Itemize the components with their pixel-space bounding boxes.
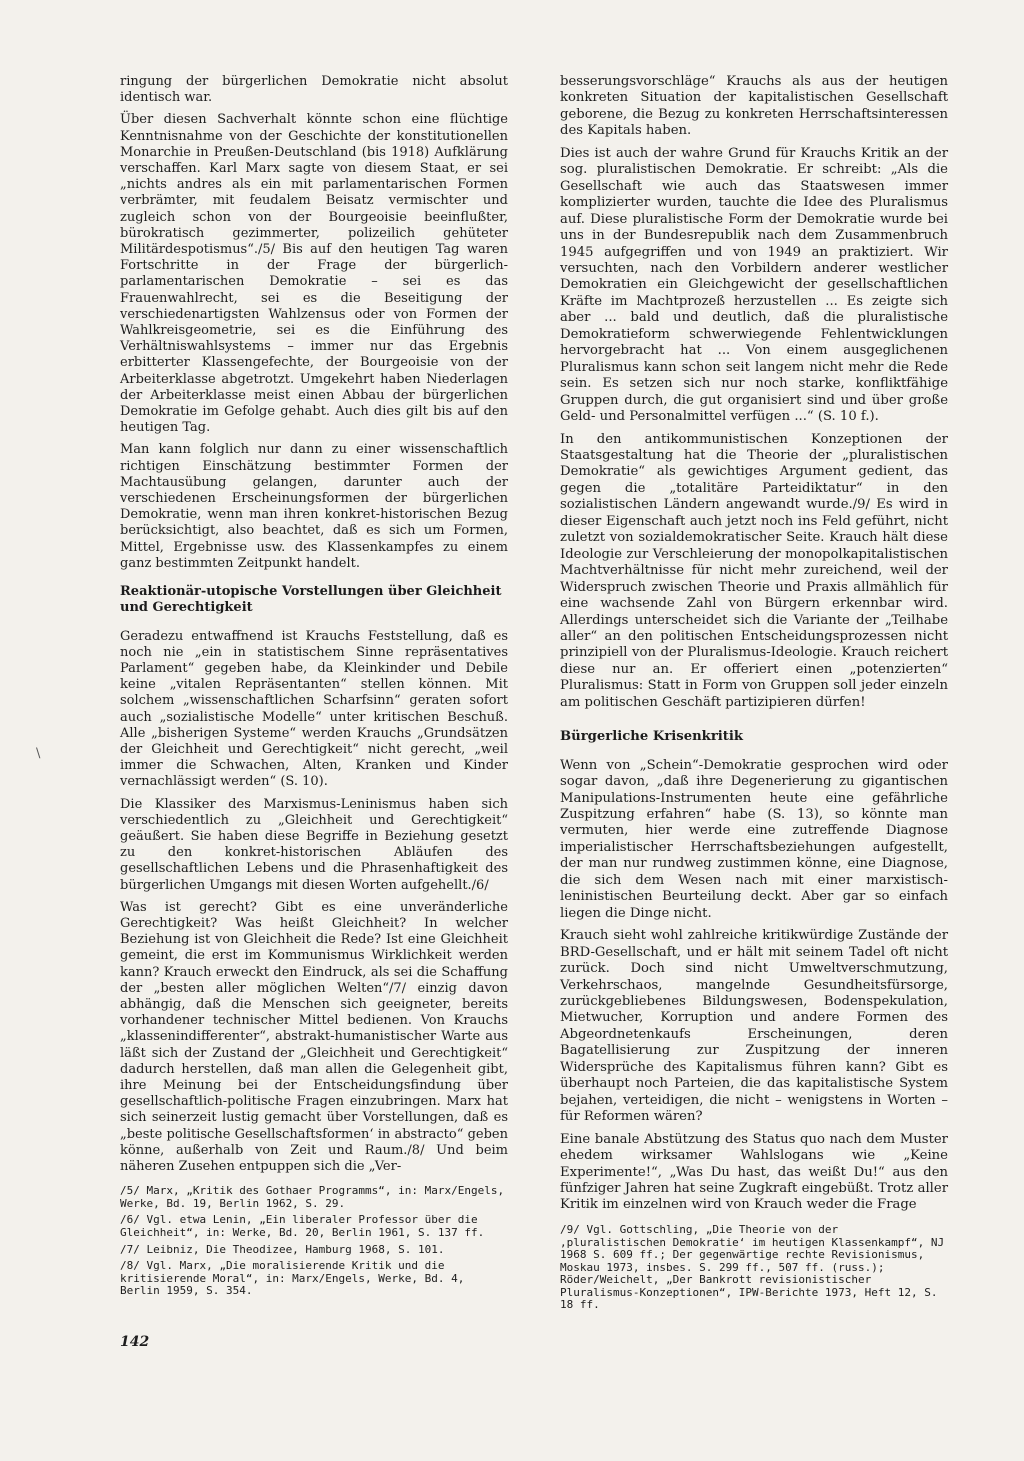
footnotes [120,1185,508,1298]
footnote: /7/ Leibniz, Die Theodizee, Hamburg 1968, S. 101. [120,1242,445,1256]
footnote: /8/ Vgl. Marx, „Die moralisierende Kritik und die kritisierende Moral“, in: Marx/Engels, Werke, Bd. 4, Berlin 1959, S. 354. [120,1259,465,1298]
paragraph: ringung der bürgerlichen Demokratie nicht absolut identisch war. [120,74,508,106]
paragraph: Krauch sieht wohl zahlreiche kritikwürdige Zustände der BRD-Gesellschaft, und er hält mit seinem Tadel oft nicht zurück. Doch sind nicht Umweltverschmutzung, Verkehrschaos, mangelnde Gesundheitsfürsorge, zurückgebliebenes Bildungswesen, Bodenspekulation, Mietwucher, Korruption und andere Formen des Abgeordnetenkaufs Erscheinungen, deren Bagatellisierung zur Zuspitzung der inneren Widersprüche des Kapitalismus führen kann? Gibt es überhaupt noch Parteien, die das kapitalistische System bejahen, verteidigen, die nicht – wenigstens in Worten – für Reformen wären? [560,928,948,1125]
section-heading: Bürgerliche Krisenkritik [560,729,744,745]
footnote: /9/ Vgl. Gottschling, „Die Theorie von der ‚pluralistischen Demokratie‘ im heutigen Klassenkampf“, NJ 1968 S. 609 ff.; Der gegenwärtige rechte Revisionismus, Moskau 1973, insbes. S. 299 ff., 507 ff. (russ.); Röder/Weichelt, „Der Bankrott revisionistischer Pluralismus-Konzeptionen“, IPW-Berichte 1973, Heft 12, S. 18 ff. [560,1222,945,1312]
paragraph: Dies ist auch der wahre Grund für Krauchs Kritik an der sog. pluralistischen Demokratie. Er schreibt: „Als die Gesellschaft wie auch das Staatswesen immer komplizierter wurden, tauchte die Idee des Pluralismus auf. Diese pluralistische Form der Demokratie wurde bei uns in der Bundesrepublik nach dem Zusammenbruch 1945 aufgegriffen und von 1949 an praktiziert. Wir versuchten, nach den Vorbildern anderer westlicher Demokratien ein Gleichgewicht der gesellschaftlichen Kräfte im Machtprozeß herzustellen ... Es zeigte sich aber ... bald und deutlich, daß die pluralistische Demokratieform schwerwiegende Fehlentwicklungen hervorgebracht hat ... Von einem ausgeglichenen Pluralismus kann schon seit langem nicht mehr die Rede sein. Es setzen sich nur noch starke, konfliktfähige Gruppen durch, die gut organisiert sind und über große Geld- und Personalmittel verfügen ...“ (S. 10 f.). [560,145,948,425]
paragraph: Eine banale Abstützung des Status quo nach dem Muster ehedem wirksamer Wahlslogans wie „Keine Experimente!“, „Was Du hast, das weißt Du!“ aus den fünfziger Jahren hat seine Zugkraft eingebüßt. Trotz aller Kritik im einzelnen wird von Krauch weder die Frage [560,1131,948,1213]
left-body-2 [120,629,508,1176]
margin-mark: \ [36,746,41,761]
paragraph: besserungsvorschläge“ Krauchs als aus der heutigen konkreten Situation der kapitalistischen Gesellschaft geborene, die Bezug zu konkreten Herrschaftsinteressen des Kapitals haben. [560,74,948,139]
section-heading: Reaktionär-utopische Vorstellungen über Gleichheit und Gerechtigkeit [120,584,502,616]
right-body-2 [560,758,948,1214]
paragraph: Wenn von „Schein“-Demokratie gesprochen wird oder sogar davon, „daß ihre Degenerierung zu gigantischen Manipulations-Instrumenten heute eine gefährliche Zuspitzung erfahren“ habe (S. 13), so könnte man vermuten, hier werde eine zutreffende Diagnose imperialistischer Herrschaftsbeziehungen aufgestellt, der man nur rundweg zustimmen könne, eine Diagnose, die sich dem Wesen nach mit einer marxistisch-leninistischen Beurteilung deckt. Aber gar so einfach liegen die Dinge nicht. [560,757,948,921]
paragraph: In den antikommunistischen Konzeptionen der Staatsgestaltung hat die Theorie der „pluralistischen Demokratie“ als gewichtiges Argument gedient, das gegen die „totalitäre Parteidiktatur“ in den sozialistischen Ländern angewandt wurde./9/ Es wird in dieser Eigenschaft auch jetzt noch ins Feld geführt, nicht zuletzt von sozialdemokratischer Seite. Krauch hält diese Ideologie zur Verschleierung der monopolkapitalistischen Machtverhältnisse für nicht mehr zureichend, weil der Widerspruch zwischen Theorie und Praxis allmählich für eine wachsende Zahl von Bürgern erkennbar wird. Allerdings unterscheidet sich die Variante der „Teilhabe aller“ an den politischen Entscheidungsprozessen nicht prinzipiell von der Pluralismus-Ideologie. Krauch reichert diese nur an. Er offeriert einen „potenzierten“ Pluralismus: Statt in Form von Gruppen soll jeder einzeln am politischen Geschäft partizipieren dürfen! [560,431,948,710]
footnotes [560,1224,948,1312]
left-column [120,74,508,1302]
page-number: 142 [120,1334,150,1350]
paragraph: Geradezu entwaffnend ist Krauchs Feststellung, daß es noch nie „ein in statistischem Sinne repräsentatives Parlament“ gegeben habe, da Kleinkinder und Debile keine „vitalen Repräsentanten“ stellen können. Mit solchem „wissenschaftlichen Scharfsinn“ geraten sofort auch „sozialistische Modelle“ unter kritischen Beschuß. Alle „bisherigen Systeme“ werden Krauchs „Grundsätzen der Gleichheit und Gerechtigkeit“ nicht gerecht, „weil immer die Schwachen, Alten, Kranken und Kinder vernachlässigt werden“ (S. 10). [120,628,508,790]
right-body [560,74,948,711]
paragraph: Man kann folglich nur dann zu einer wissenschaftlich richtigen Einschätzung bestimmter Formen der Machtausübung gelangen, darunter auch der verschiedenen Erscheinungsformen der bürgerlichen Demokratie, wenn man ihren konkret-historischen Bezug berücksichtigt, also beachtet, daß es sich um Formen, Mittel, Ergebnisse usw. des Klassenkampfes zu einem ganz bestimmten Zeitpunkt handelt. [120,442,508,571]
footnote: /5/ Marx, „Kritik des Gothaer Programms“, in: Marx/Engels, Werke, Bd. 19, Berlin 1962, S. 29. [120,1184,505,1210]
paragraph: Was ist gerecht? Gibt es eine unveränderliche Gerechtigkeit? Was heißt Gleichheit? In welcher Beziehung ist von Gleichheit die Rede? Ist eine Gleichheit gemeint, die erst im Kommunismus Wirklichkeit werden kann? Krauch erweckt den Eindruck, als sei die Schaffung der „besten aller möglichen Welten“/7/ einzig davon abhängig, daß die Menschen sich geeigneter, bereits vorhandener technischer Mittel bedienen. Von Krauchs „klassenindifferenter“, abstrakt-humanistischer Warte aus läßt sich der Zustand der „Gleichheit und Gerechtigkeit“ dadurch herstellen, daß man allen die Gelegenheit gibt, ihre Meinung bei der Entscheidungsfindung über gesellschaftlich-politische Fragen einzubringen. Marx hat sich seinerzeit lustig gemacht über Vorstellungen, daß es „beste politische Gesellschaftsformen‘ in abstracto“ geben könne, außerhalb von Zeit und Raum./8/ Und beim näheren Zusehen entpuppen sich die „Ver- [120,899,508,1174]
left-body [120,74,508,572]
paragraph: Über diesen Sachverhalt könnte schon eine flüchtige Kenntnisnahme von der Geschichte der konstitutionellen Monarchie in Preußen-Deutschland (bis 1918) Aufklärung verschaffen. Karl Marx sagte von diesem Staat, er sei „nichts andres als ein mit parlamentarischen Formen verbrämter, mit feudalem Beisatz vermischter und zugleich schon von der Bourgeoisie beeinflußter, bürokratisch gezimmerter, polizeilich gehüteter Militärdespotismus“./5/ Bis auf den heutigen Tag waren Fortschritte in der Frage der bürgerlich-parlamentarischen Demokratie – sei es das Frauenwahlrecht, sei es die Beseitigung der verschiedenartigsten Wahlzensus oder von Formen der Wahlkreisgeometrie, sei es die Einführung des Verhältniswahlsystems – immer nur das Ergebnis erbitterter Klassengefechte, der Bourgeoisie von der Arbeiterklasse abgetrotzt. Umgekehrt haben Niederlagen der Arbeiterklasse meist einen Abbau der bürgerlichen Demokratie im Gefolge gehabt. Auch dies gilt bis auf den heutigen Tag. [120,112,508,436]
right-column [560,74,948,1316]
paragraph: Die Klassiker des Marxismus-Leninismus haben sich verschiedentlich zu „Gleichheit und Gerechtigkeit“ geäußert. Sie haben diese Begriffe in Beziehung gesetzt zu den konkret-historischen Abläufen des gesellschaftlichen Lebens und die Phrasenhaftigkeit des bürgerlichen Umgangs mit diesen Worten aufgehellt./6/ [120,796,508,893]
footnote: /6/ Vgl. etwa Lenin, „Ein liberaler Professor über die Gleichheit“, in: Werke, Bd. 20, Berlin 1961, S. 137 ff. [120,1213,485,1239]
